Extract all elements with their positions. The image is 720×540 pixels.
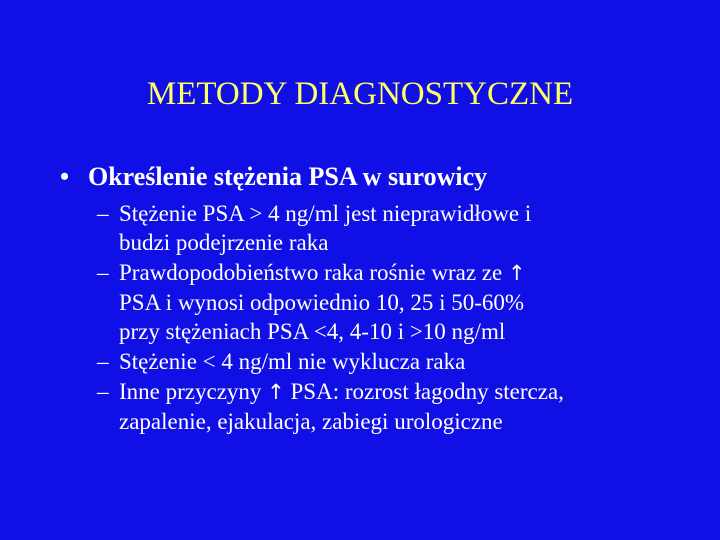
slide-title: METODY DIAGNOSTYCZNE: [146, 76, 574, 112]
up-arrow-icon: ↑: [267, 380, 285, 404]
main-bullet: [60, 160, 487, 194]
sub-bullet-4-line-2: zapalenie, ejakulacja, zabiegi urologiczne: [119, 409, 503, 434]
dash-marker: –: [97, 379, 109, 404]
sub-bullet-2-line-2: PSA i wynosi odpowiednio 10, 25 i 50-60%: [119, 290, 525, 315]
sub-bullet-list: [97, 199, 697, 437]
sub-bullet-1-line-2: budzi podejrzenie raka: [119, 230, 329, 255]
main-bullet-text: Określenie stężenia PSA w surowicy: [88, 162, 488, 191]
dash-marker: –: [97, 201, 109, 226]
dash-marker: –: [97, 260, 109, 285]
sub-bullet-4: [97, 377, 697, 436]
sub-bullet-1-line-1: Stężenie PSA > 4 ng/ml jest nieprawidłowe i: [119, 201, 532, 226]
sub-bullet-2-text: Prawdopodobieństwo raka rośnie wraz ze: [119, 260, 508, 285]
bullet-marker: •: [60, 162, 70, 191]
up-arrow-icon: ↑: [507, 261, 526, 285]
sub-bullet-2-line-1: [119, 258, 697, 288]
sub-bullet-1: [97, 199, 697, 257]
dash-marker: –: [97, 349, 109, 374]
sub-bullet-3: [97, 347, 697, 376]
sub-bullet-3-line-1: Stężenie < 4 ng/ml nie wyklucza raka: [119, 349, 466, 374]
sub-bullet-2: [97, 258, 697, 346]
sub-bullet-4-text-after: PSA: rozrost łagodny stercza,: [284, 379, 564, 404]
sub-bullet-2-line-3: przy stężeniach PSA <4, 4-10 i >10 ng/ml: [119, 319, 506, 344]
sub-bullet-4-line-1: [119, 377, 697, 407]
sub-bullet-4-text-before: Inne przyczyny: [119, 379, 268, 404]
